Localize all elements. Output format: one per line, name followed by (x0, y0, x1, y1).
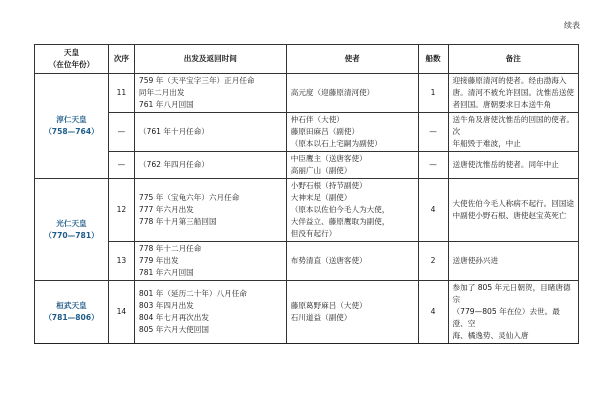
emperor-line: （770—781） (44, 230, 99, 240)
envoy-line: 大神末足（副使） (290, 193, 352, 202)
envoy-cell (286, 74, 418, 113)
order-cell: — (108, 113, 134, 152)
table-row (35, 74, 579, 113)
remarks-line: 参加了 805 年元日朝贺，目睹唐德宗 (452, 283, 571, 304)
remarks-line: 者回国。唐朝要求日本送牛角 (452, 100, 552, 109)
remarks-line: 送牛角及唐使沈惟岳的回国的使者。次 (452, 115, 575, 136)
remarks-cell (448, 113, 578, 152)
time-line: 781 年六月回国 (138, 268, 194, 277)
order-cell: 11 (108, 74, 134, 113)
envoy-line: 石川道益（副使） (290, 313, 352, 322)
time-cell (134, 113, 286, 152)
table-row (35, 242, 579, 281)
envoy-line: 布势清直（送唐客使） (290, 256, 367, 265)
time-line: 同年二月出发 (138, 88, 185, 97)
order-cell: 12 (108, 179, 134, 242)
envoy-cell (286, 152, 418, 179)
envoy-line: 高元度（迎藤原清河使） (290, 88, 375, 97)
time-line: 803 年四月出发 (138, 301, 194, 310)
time-cell (134, 179, 286, 242)
continued-label: 续表 (564, 21, 580, 30)
time-line: 759 年（天平宝字三年）正月任命 (138, 76, 255, 85)
emperor-line: 桓武天皇 (56, 301, 87, 310)
envoy-line: 藤原葛野麻吕（大使） (290, 301, 367, 310)
table-row (35, 152, 579, 179)
time-cell (134, 74, 286, 113)
envoy-line: （原本以石上宅嗣为副使） (290, 139, 382, 148)
time-line: 779 年出发 (138, 256, 179, 265)
envoy-cell (286, 242, 418, 281)
time-line: 777 年六月出发 (138, 205, 194, 214)
envoy-cell (286, 113, 418, 152)
time-line: 778 年十二月任命 (138, 244, 202, 253)
time-line: 805 年六月大使回国 (138, 325, 209, 334)
envoy-line: 大伴益立、藤原鹰取为副使， (290, 217, 390, 226)
remarks-line: （779—805 年在位）去世。最澄、空 (452, 307, 560, 328)
emperor-line: 光仁天皇 (56, 218, 87, 228)
envoy-line: 小野石根（持节副使） (290, 181, 367, 190)
remarks-line: 送唐使沈惟岳的使者。同年中止 (452, 160, 559, 169)
order-cell: 14 (108, 281, 134, 344)
remarks-line: 年船毁于难波，中止 (452, 139, 521, 148)
emperor-line: （758—764） (44, 127, 99, 136)
table-body (35, 74, 579, 344)
emperor-cell (35, 179, 109, 281)
time-line: （761 年十月任命） (138, 127, 209, 136)
header-order: 次序 (108, 45, 134, 74)
order-cell: 13 (108, 242, 134, 281)
time-line: 804 年七月再次出发 (138, 313, 209, 322)
order-cell: — (108, 152, 134, 179)
time-line: 775 年（宝龟六年）六月任命 (138, 193, 240, 202)
remarks-line: 唐。清河不被允许回国。沈惟岳送使 (452, 88, 575, 97)
remarks-cell (448, 179, 578, 242)
time-line: （762 年四月任命） (138, 160, 209, 169)
emperor-cell (35, 74, 109, 179)
ships-cell: — (418, 113, 448, 152)
envoy-line: 但没有起行） (290, 229, 337, 238)
envoy-line: （原本以佐伯今毛人为大使， (290, 205, 390, 214)
remarks-line: 大使佐伯今毛人称病不起行。回国途 (452, 199, 575, 208)
ships-cell: — (418, 152, 448, 179)
envoy-line: 仲石伴（大使） (290, 115, 344, 124)
time-line: 761 年八月回国 (138, 100, 194, 109)
table-row (35, 281, 579, 344)
header-remarks: 备注 (448, 45, 578, 74)
time-line: 778 年十月第三船回国 (138, 217, 217, 226)
remarks-cell (448, 242, 578, 281)
header-envoy: 使者 (286, 45, 418, 74)
ships-cell: 2 (418, 242, 448, 281)
header-ships: 船数 (418, 45, 448, 74)
table-row (35, 179, 579, 242)
emperor-line: 淳仁天皇 (56, 115, 87, 124)
emperor-cell (35, 281, 109, 344)
ships-cell: 1 (418, 74, 448, 113)
header-emperor-sub: （在位年份） (48, 60, 95, 69)
time-cell (134, 242, 286, 281)
envoy-cell (286, 281, 418, 344)
remarks-cell (448, 152, 578, 179)
remarks-line: 中副使小野石根、唐使赵宝英死亡 (452, 211, 567, 220)
remarks-cell (448, 281, 578, 344)
envoy-table (34, 44, 579, 344)
remarks-line: 送唐使孙兴进 (452, 256, 499, 265)
table-row (35, 113, 579, 152)
emperor-line: （781—806） (44, 313, 99, 322)
ships-cell: 4 (418, 281, 448, 344)
remarks-line: 迎接藤原清河的使者。经由渤海入 (452, 76, 567, 85)
header-row (35, 45, 579, 74)
envoy-line: 藤原田麻吕（副使） (290, 127, 360, 136)
ships-cell: 4 (418, 179, 448, 242)
time-cell (134, 152, 286, 179)
header-time: 出发及返回时间 (134, 45, 286, 74)
envoy-line: 中臣鹰主（送唐客使） (290, 154, 367, 163)
envoy-line: 高丽广山（副使） (290, 166, 352, 175)
header-emperor-label: 天皇 (63, 48, 80, 57)
time-line: 801 年（延历二十年）八月任命 (138, 289, 247, 298)
remarks-cell (448, 74, 578, 113)
header-emperor (35, 45, 109, 74)
remarks-line: 海、橘逸势、灵仙入唐 (452, 331, 529, 340)
time-cell (134, 281, 286, 344)
envoy-cell (286, 179, 418, 242)
